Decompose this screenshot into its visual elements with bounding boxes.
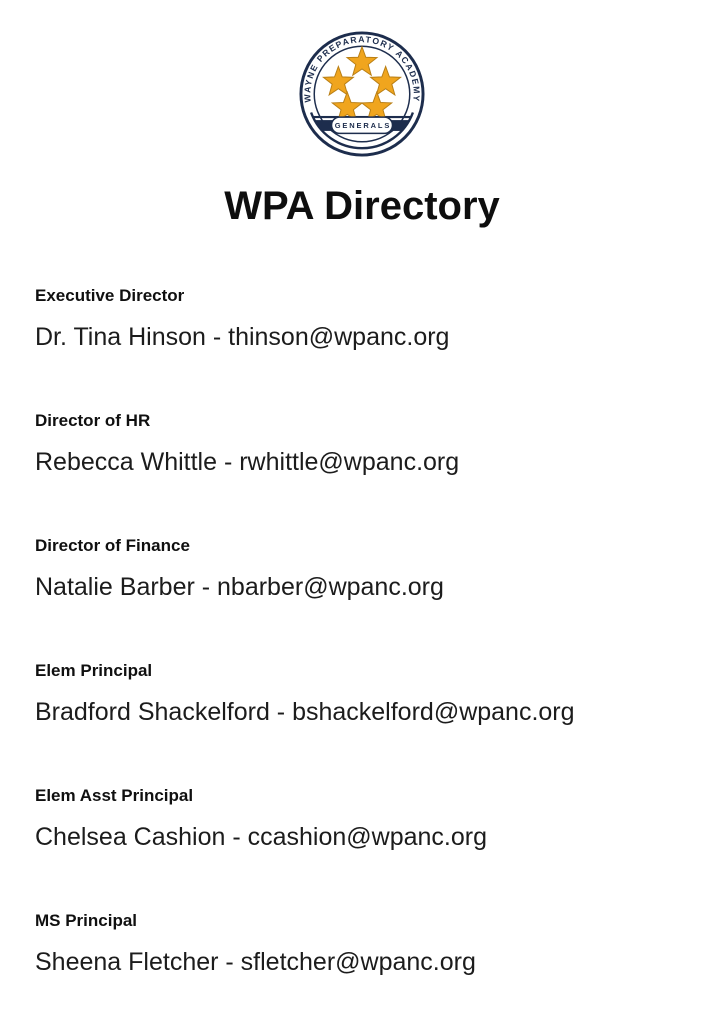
directory-list — [35, 285, 689, 979]
entry-contact: Bradford Shackelford - bshackelford@wpanc.org — [35, 698, 575, 726]
entry-contact: Dr. Tina Hinson - thinson@wpanc.org — [35, 323, 450, 351]
directory-entry — [35, 660, 689, 729]
directory-entry — [35, 535, 689, 604]
star-icon — [323, 66, 353, 94]
star-icon — [371, 66, 401, 94]
directory-entry — [35, 285, 689, 354]
page-title: WPA Directory — [224, 184, 500, 228]
generals-banner-text: GENERALS — [334, 121, 392, 131]
directory-entry — [35, 785, 689, 854]
entry-contact: Sheena Fletcher - sfletcher@wpanc.org — [35, 948, 476, 976]
entry-role: Executive Director — [35, 286, 185, 305]
logo-container — [35, 30, 689, 158]
entry-role: Elem Principal — [35, 661, 153, 680]
entry-role: Director of Finance — [35, 536, 190, 555]
seal-ring-textpath: WAYNE PREPARATORY ACADEMY — [302, 34, 422, 103]
entry-role: Elem Asst Principal — [35, 786, 194, 805]
entry-contact: Rebecca Whittle - rwhittle@wpanc.org — [35, 448, 460, 476]
entry-role: MS Principal — [35, 911, 138, 930]
directory-entry — [35, 910, 689, 979]
star-cluster — [323, 47, 400, 121]
entry-contact: Natalie Barber - nbarber@wpanc.org — [35, 573, 444, 601]
entry-role: Director of HR — [35, 411, 151, 430]
entry-contact: Chelsea Cashion - ccashion@wpanc.org — [35, 823, 488, 851]
directory-entry — [35, 410, 689, 479]
star-icon — [347, 47, 377, 75]
school-seal-logo — [298, 30, 426, 158]
